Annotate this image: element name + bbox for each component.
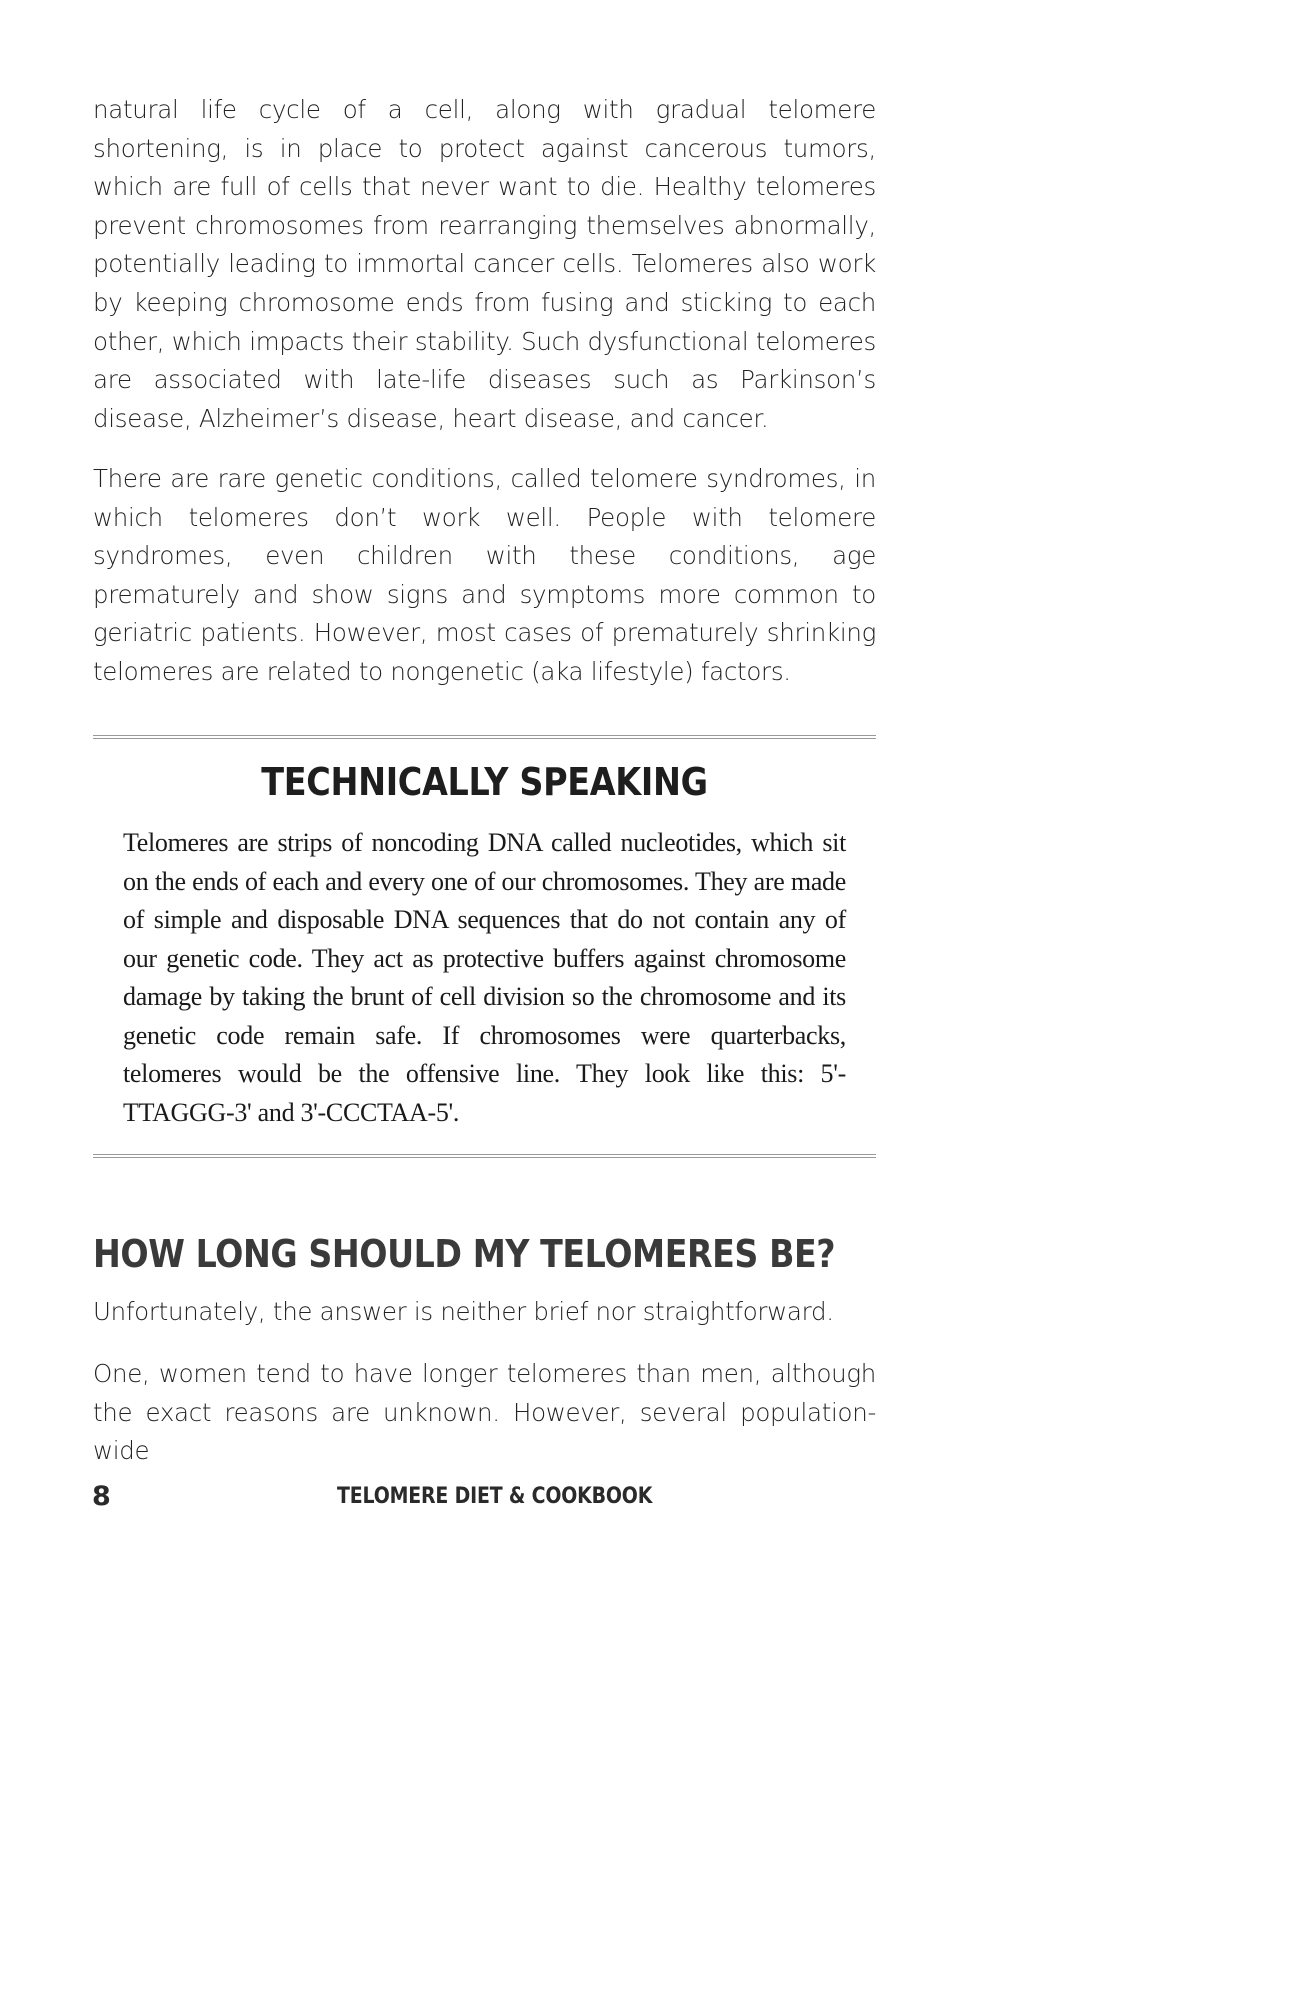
- sidebar-text: Telomeres are strips of noncoding DNA called nucleotides, which sit on the ends of each and every one of our chromosomes. They are made of simple and disposable DNA sequences that do not contain any of our genetic code. They act as protective buffers against chromosome damage by taking the brunt of cell division so the chromosome and its genetic code remain safe. If chromosomes were quarterbacks, telomeres would be the offensive line. They look like this: 5'-TTAGGG-3' and 3'-CCCTAA-5'.: [123, 828, 846, 1127]
- page-number: 8: [92, 1481, 111, 1512]
- section-paragraph-women: One, women tend to have longer telomeres than men, although the exact reasons are unknown. However, several population-wide: [93, 1359, 876, 1466]
- sidebar-title: TECHNICALLY SPEAKING: [261, 760, 708, 804]
- body-paragraph-telomere-function: natural life cycle of a cell, along with gradual telomere shortening, is in place to protect against cancerous tumors, which are full of cells that never want to die. Healthy telomeres prevent chromosomes from rearranging themselves abnormally, potentially leading to immortal cancer cells. Telomeres also work by keeping chromosome ends from fusing and sticking to each other, which impacts their stability. Such dysfunctional telomeres are associated with late-life diseases such as Parkinson’s disease, Alzheimer’s disease, heart disease, and cancer.: [93, 95, 876, 433]
- sidebar-top-rule: [93, 735, 876, 739]
- sidebar-bottom-rule: [93, 1154, 876, 1158]
- section-heading: HOW LONG SHOULD MY TELOMERES BE?: [93, 1232, 836, 1276]
- body-paragraph-telomere-syndromes: There are rare genetic conditions, called telomere syndromes, in which telomeres don’t work well. People with telomere syndromes, even children with these conditions, age prematurely and show signs and symptoms more common to geriatric patients. However, most cases of prematurely shrinking telomeres are related to nongenetic (aka lifestyle) factors.: [93, 464, 876, 686]
- running-footer-title: TELOMERE DIET & COOKBOOK: [337, 1484, 653, 1509]
- section-paragraph-intro: Unfortunately, the answer is neither brief nor straightforward.: [93, 1297, 834, 1326]
